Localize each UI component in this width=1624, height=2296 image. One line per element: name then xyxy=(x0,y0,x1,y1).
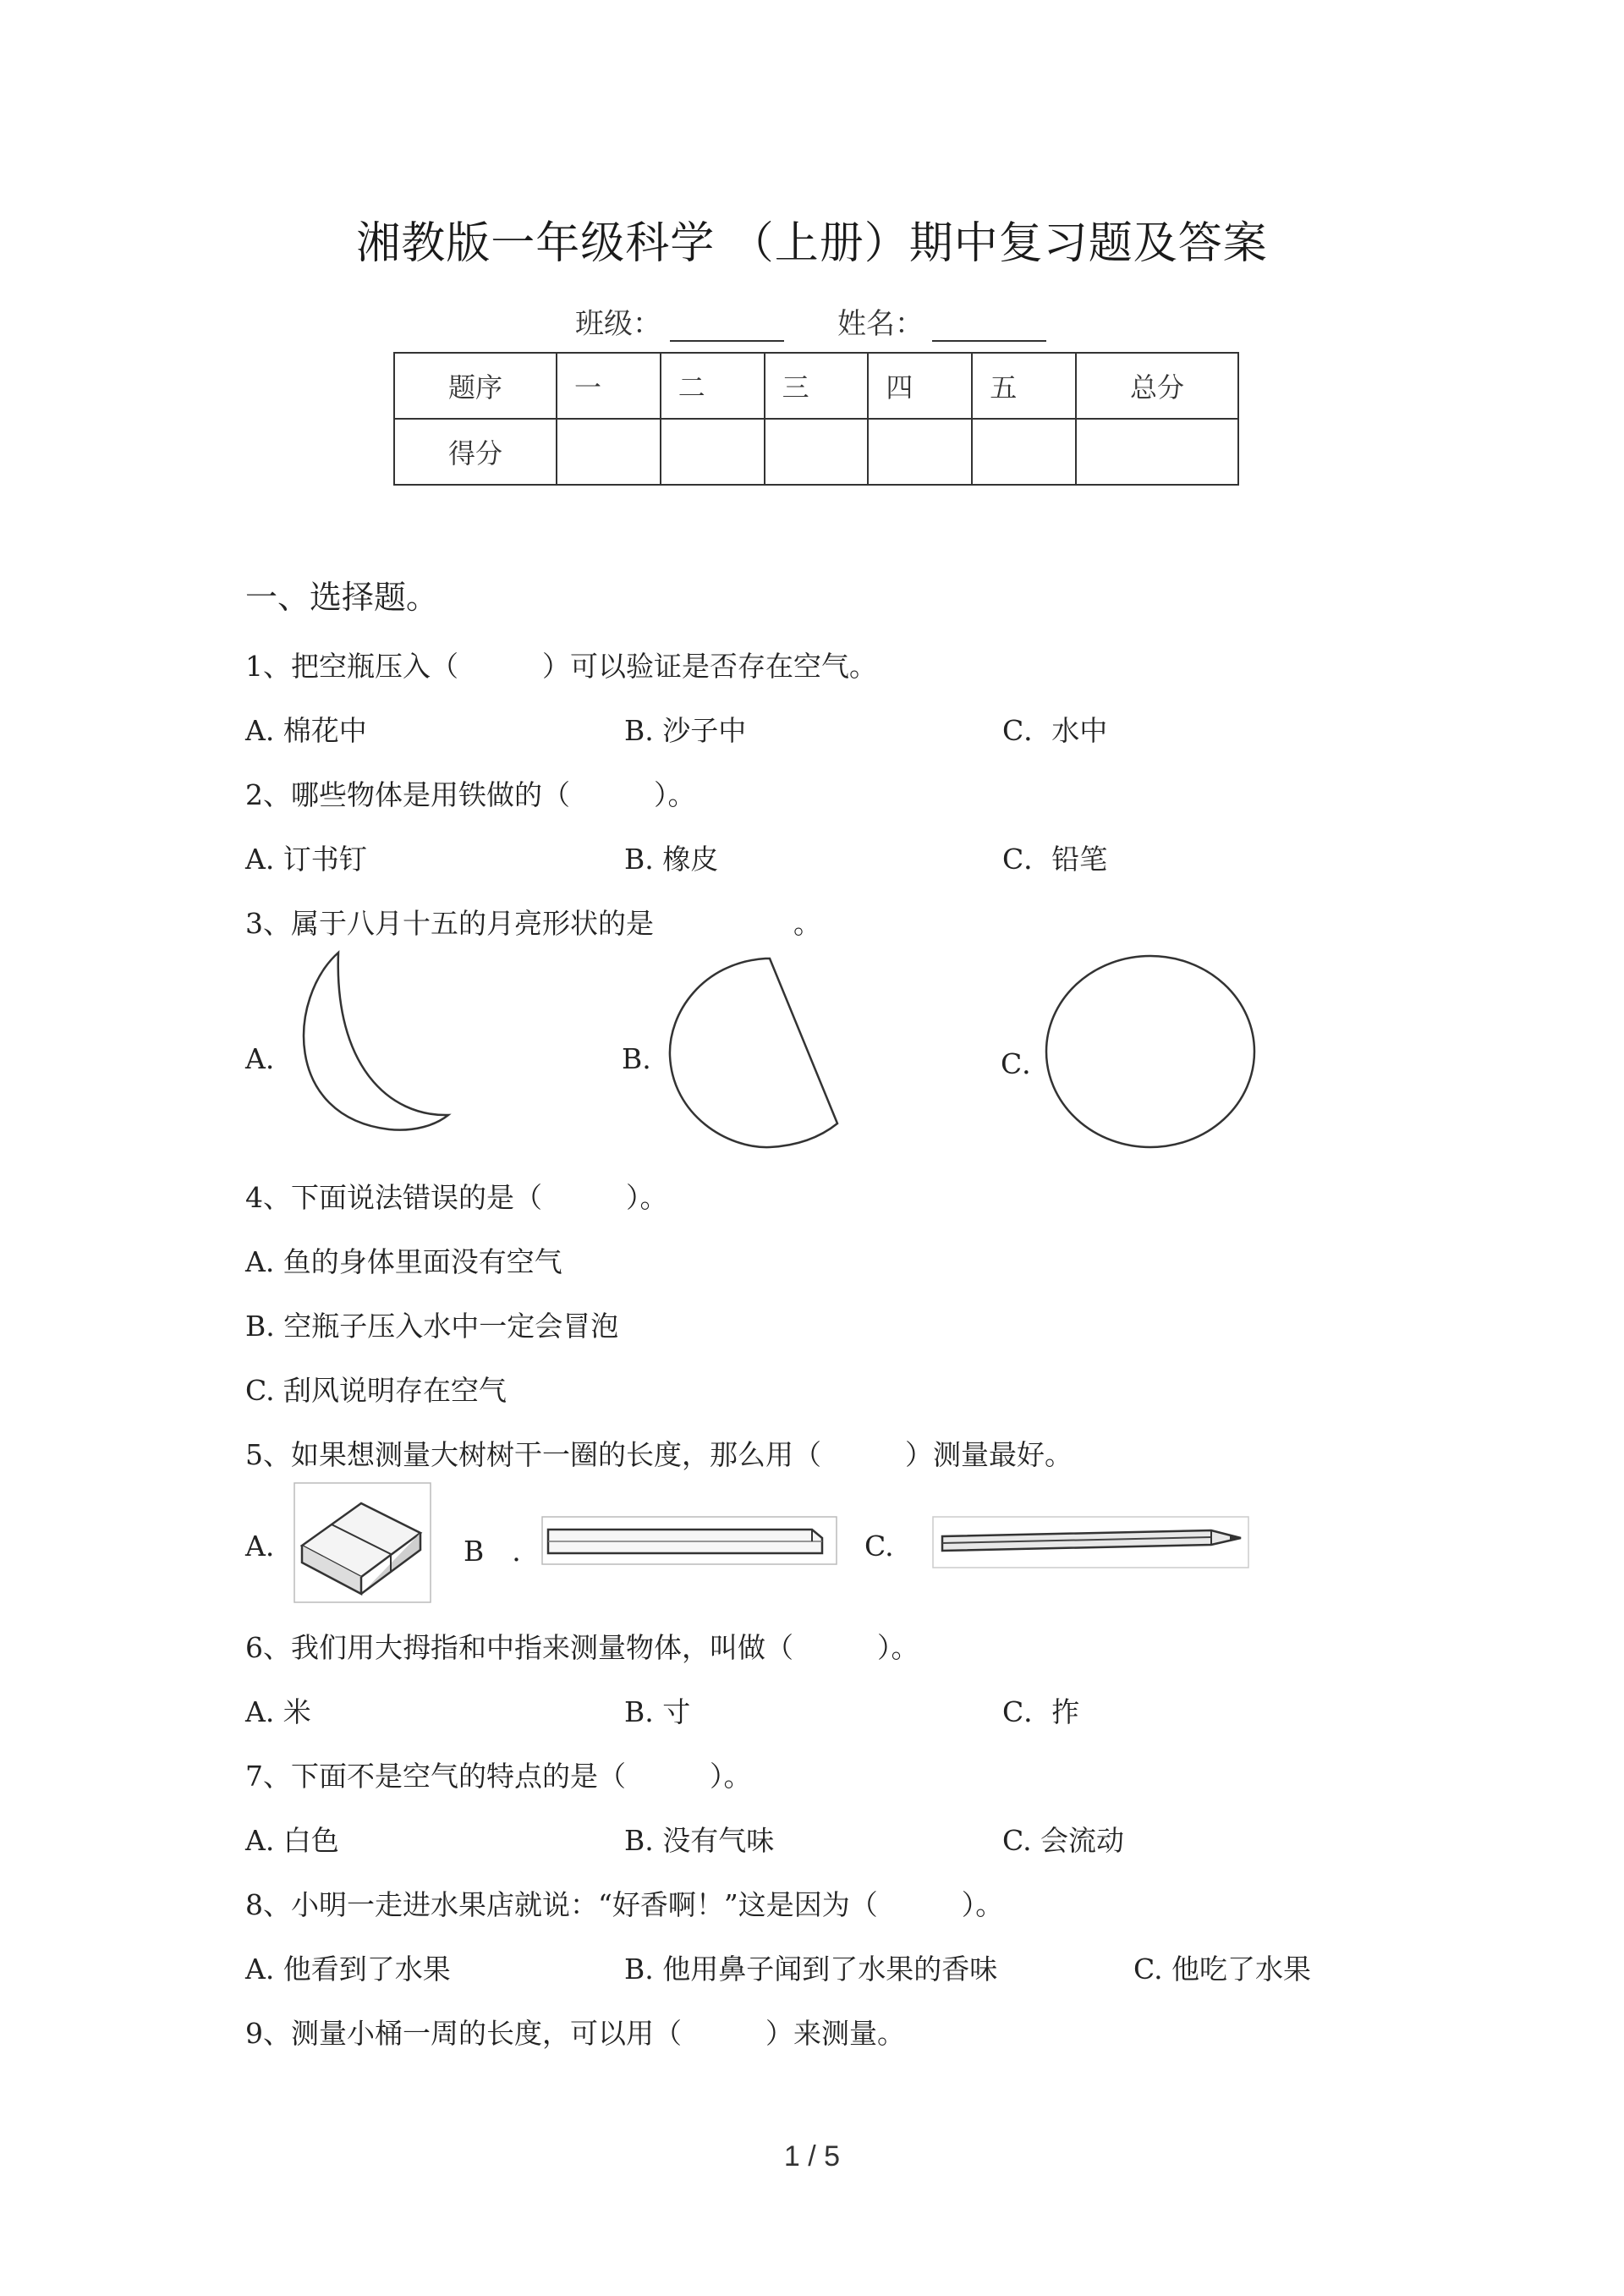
option-a[interactable]: A. xyxy=(245,1042,275,1075)
score-table-score-row xyxy=(394,419,1238,485)
option-a[interactable]: A. 米 xyxy=(245,1695,311,1728)
question-text: 7、下面不是空气的特点的是（ ）。 xyxy=(245,1760,752,1793)
score-header-cell: 三 xyxy=(765,353,869,419)
option-c[interactable]: C．铅笔 xyxy=(1002,843,1108,876)
option-c[interactable]: C. xyxy=(864,1530,894,1563)
option-c[interactable]: C．拃 xyxy=(1002,1695,1080,1728)
score-cell[interactable] xyxy=(972,419,1076,485)
pencil-icon xyxy=(932,1516,1249,1568)
score-cell[interactable] xyxy=(661,419,765,485)
score-header-cell: 五 xyxy=(972,353,1076,419)
section-heading: 一、选择题。 xyxy=(245,579,439,616)
score-cell[interactable] xyxy=(557,419,661,485)
score-header-cell: 题序 xyxy=(394,353,557,419)
question-text: 6、我们用大拇指和中指来测量物体，叫做（ ）。 xyxy=(245,1631,919,1664)
question-text: 2、哪些物体是用铁做的（ ）。 xyxy=(245,778,696,811)
score-header-cell: 总分 xyxy=(1076,353,1238,419)
option-a[interactable]: A. 鱼的身体里面没有空气 xyxy=(245,1245,562,1278)
score-header-cell: 二 xyxy=(661,353,765,419)
name-label: 姓名： xyxy=(837,307,924,341)
option-b[interactable]: B. 寸 xyxy=(624,1695,691,1728)
score-header-cell: 四 xyxy=(868,353,972,419)
name-field xyxy=(837,300,1046,342)
score-table-header-row xyxy=(394,353,1238,419)
option-b[interactable]: B. 没有气味 xyxy=(624,1824,775,1857)
option-a[interactable]: A. 棉花中 xyxy=(245,714,367,747)
name-blank[interactable] xyxy=(932,311,1046,342)
option-c[interactable]: C. 他吃了水果 xyxy=(1133,1953,1312,1986)
option-b[interactable]: B . xyxy=(464,1535,521,1568)
question-text: 9、测量小桶一周的长度，可以用（ ）来测量。 xyxy=(245,2017,905,2050)
option-b[interactable]: B. 沙子中 xyxy=(624,714,747,747)
option-c[interactable]: C．水中 xyxy=(1002,714,1108,747)
score-table xyxy=(393,352,1239,486)
option-c[interactable]: C． xyxy=(1001,1047,1051,1080)
score-row-label: 得分 xyxy=(394,419,557,485)
score-header-cell: 一 xyxy=(557,353,661,419)
page-number: 1 / 5 xyxy=(783,2140,841,2172)
score-cell[interactable] xyxy=(765,419,869,485)
option-a[interactable]: A. 他看到了水果 xyxy=(245,1953,451,1986)
question-text: 4、下面说法错误的是（ ）。 xyxy=(245,1181,668,1214)
half-moon-icon xyxy=(668,954,846,1153)
class-blank[interactable] xyxy=(670,311,784,342)
ruler-icon xyxy=(541,1516,837,1565)
question-text: 3、属于八月十五的月亮形状的是 。 xyxy=(245,907,821,940)
option-c[interactable]: C. 刮风说明存在空气 xyxy=(245,1374,508,1407)
question-text: 1、把空瓶压入（ ）可以验证是否存在空气。 xyxy=(245,650,877,683)
option-b[interactable]: B. xyxy=(622,1042,651,1075)
score-cell[interactable] xyxy=(868,419,972,485)
option-a[interactable]: A. 订书钉 xyxy=(245,843,367,876)
score-cell[interactable] xyxy=(1076,419,1238,485)
class-field xyxy=(575,300,784,342)
option-a[interactable]: A. 白色 xyxy=(245,1824,339,1857)
eraser-icon xyxy=(294,1482,431,1603)
option-b[interactable]: B. 橡皮 xyxy=(624,843,719,876)
option-b[interactable]: B. 他用鼻子闻到了水果的香味 xyxy=(624,1953,998,1986)
option-b[interactable]: B. 空瓶子压入水中一定会冒泡 xyxy=(245,1310,619,1343)
full-moon-icon xyxy=(1045,954,1260,1153)
class-label: 班级： xyxy=(575,307,661,341)
question-text: 5、如果想测量大树树干一圈的长度，那么用（ ）测量最好。 xyxy=(245,1438,1073,1471)
page-title: 湘教版一年级科学 （上册）期中复习题及答案 xyxy=(356,218,1268,269)
option-c[interactable]: C. 会流动 xyxy=(1002,1824,1125,1857)
crescent-moon-icon xyxy=(288,948,457,1142)
option-a[interactable]: A. xyxy=(245,1530,275,1563)
question-text: 8、小明一走进水果店就说：“好香啊！”这是因为（ ）。 xyxy=(245,1888,1004,1921)
